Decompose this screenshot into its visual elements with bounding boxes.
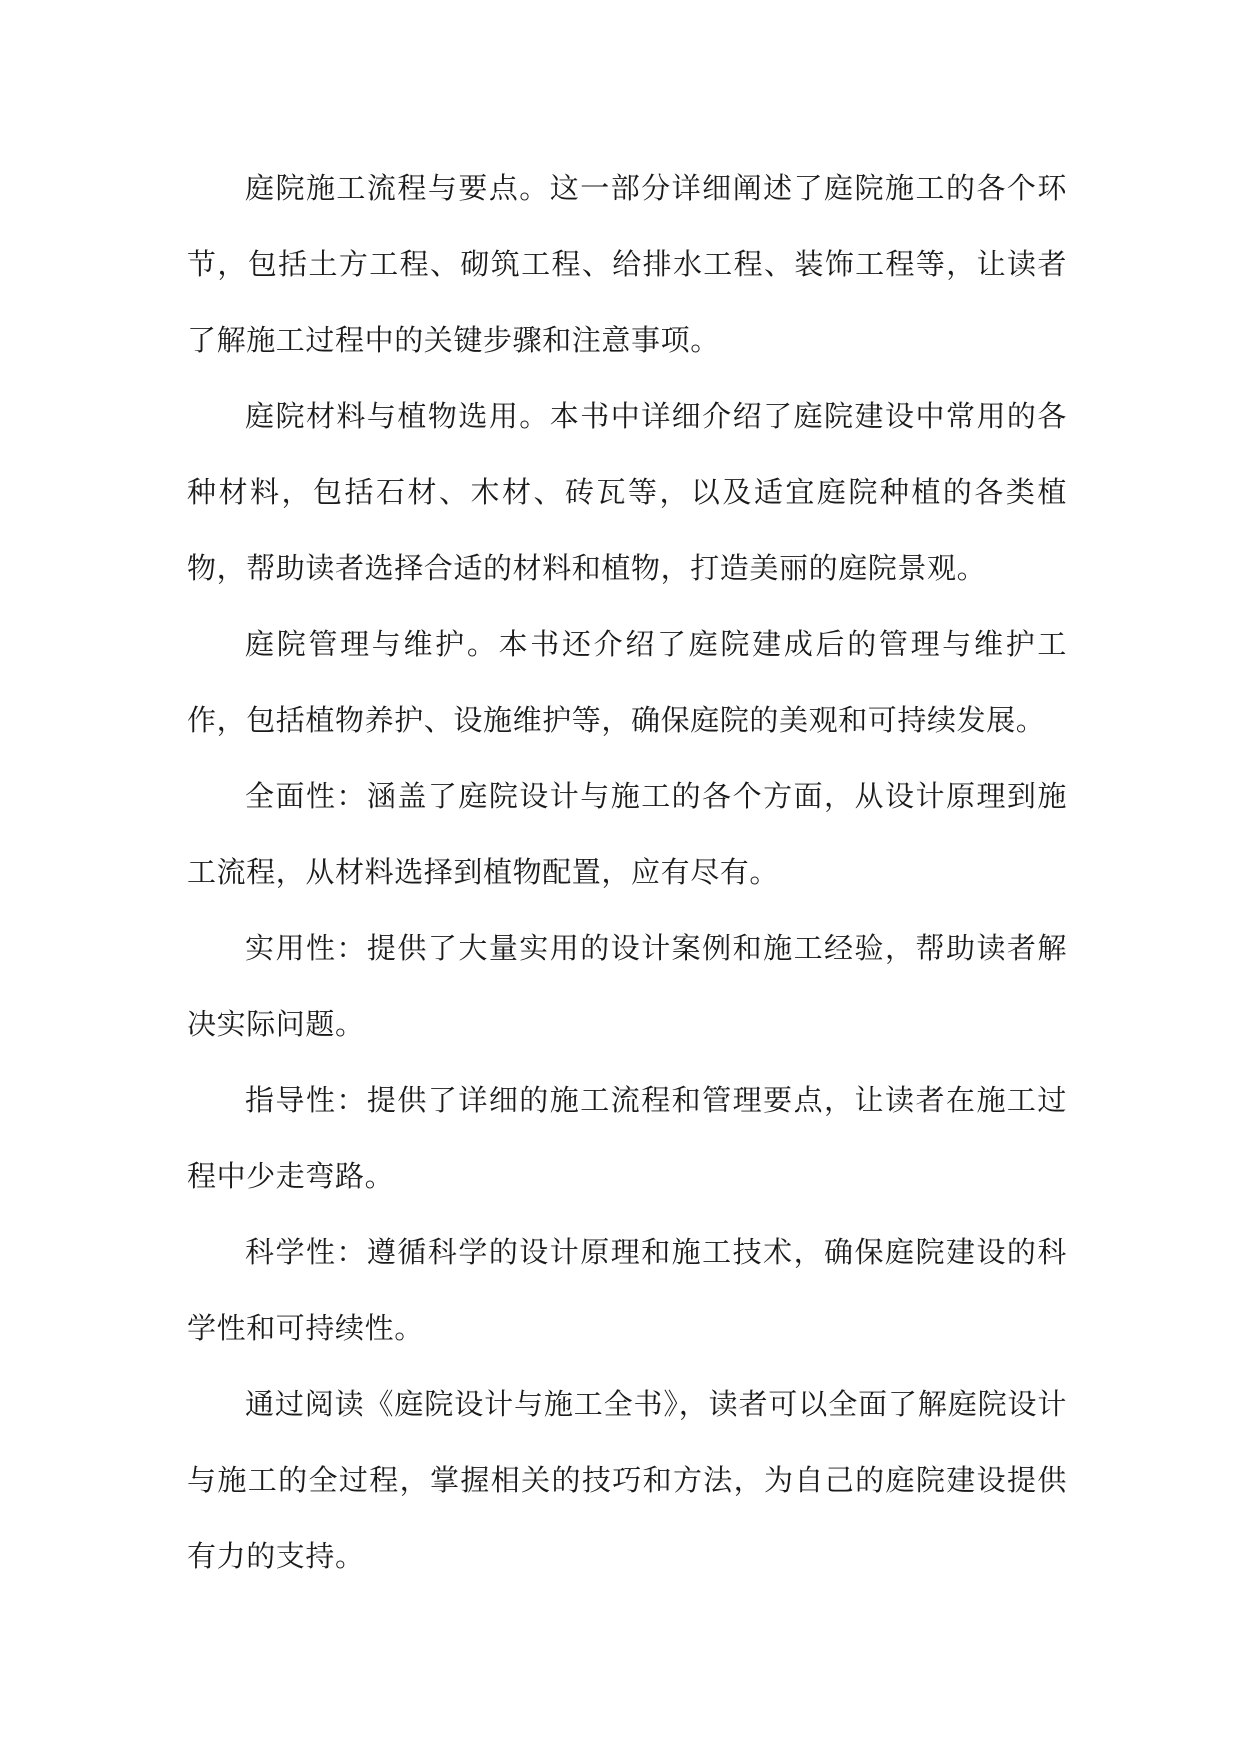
paragraph-management-maintenance: 庭院管理与维护。本书还介绍了庭院建成后的管理与维护工作，包括植物养护、设施维护等，确保庭院的美观和可持续发展。 bbox=[187, 627, 1067, 737]
paragraph-scientific: 科学性：遵循科学的设计原理和施工技术，确保庭院建设的科学性和可持续性。 bbox=[187, 1235, 1067, 1345]
paragraph-comprehensiveness: 全面性：涵盖了庭院设计与施工的各个方面，从设计原理到施工流程，从材料选择到植物配置，应有尽有。 bbox=[187, 779, 1067, 889]
paragraph-guidance: 指导性：提供了详细的施工流程和管理要点，让读者在施工过程中少走弯路。 bbox=[187, 1083, 1067, 1193]
paragraph-practicality: 实用性：提供了大量实用的设计案例和施工经验，帮助读者解决实际问题。 bbox=[187, 931, 1067, 1041]
paragraph-conclusion: 通过阅读《庭院设计与施工全书》，读者可以全面了解庭院设计与施工的全过程，掌握相关的技巧和方法，为自己的庭院建设提供有力的支持。 bbox=[187, 1387, 1067, 1573]
paragraph-materials-plants: 庭院材料与植物选用。本书中详细介绍了庭院建设中常用的各种材料，包括石材、木材、砖瓦等，以及适宜庭院种植的各类植物，帮助读者选择合适的材料和植物，打造美丽的庭院景观。 bbox=[187, 399, 1067, 585]
paragraph-construction-process: 庭院施工流程与要点。这一部分详细阐述了庭院施工的各个环节，包括土方工程、砌筑工程、给排水工程、装饰工程等，让读者了解施工过程中的关键步骤和注意事项。 bbox=[187, 171, 1067, 357]
document-body bbox=[187, 150, 1067, 1594]
